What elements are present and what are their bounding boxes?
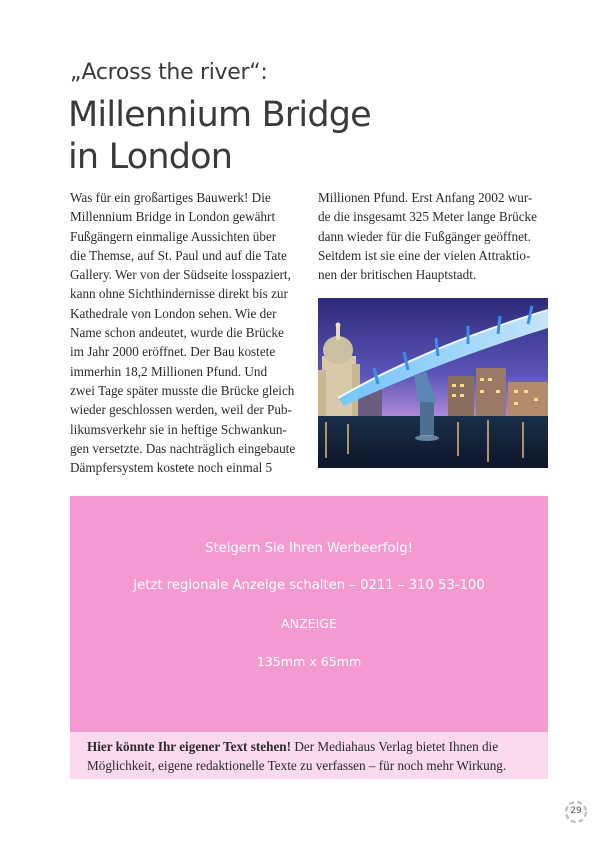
text-line: Millennium Bridge in London gewährt xyxy=(70,209,276,225)
text-line: Seitdem ist sie eine der vielen Attraktio- xyxy=(318,247,531,263)
article-title xyxy=(68,94,448,178)
text-line: gen versetzte. Das nachträglich eingebaute xyxy=(70,440,296,456)
page-number: 29 xyxy=(570,806,582,816)
text-line: likumsverkehr sie in heftige Schwankun- xyxy=(70,421,287,437)
page-number-badge xyxy=(564,800,588,824)
text-line: Name schon andeutet, wurde die Brücke xyxy=(70,325,284,341)
text-line: Kathedrale von London sehen. Wie der xyxy=(70,305,277,321)
ad-headline: Steigern Sie Ihren Werbeerfolg! xyxy=(205,541,413,556)
article-body-left-column xyxy=(70,188,298,477)
article-body-right-column xyxy=(318,188,548,284)
article-subtitle: „Across the river“: xyxy=(70,60,268,85)
text-line: die Themse, auf St. Paul und auf die Tate xyxy=(70,247,287,263)
text-line: nen der britischen Hauptstadt. xyxy=(318,267,477,283)
text-line: kann ohne Sichthindernisse direkt bis zur xyxy=(70,286,288,302)
text-line: wieder geschlossen werden, weil der Pub- xyxy=(70,402,292,418)
text-line: dann wieder für die Fußgänger geöffnet. xyxy=(318,228,531,244)
ad-size: 135mm x 65mm xyxy=(256,654,362,669)
text-line: immerhin 18,2 Millionen Pfund. Und xyxy=(70,363,268,379)
promo-body-text: Der Mediahaus Verlag bietet Ihnen die Möglichkeit, eigene redaktionelle Texte zu verfassen – für noch mehr Wirkung. xyxy=(87,739,507,773)
text-line: im Jahr 2000 eröffnet. Der Bau kostete xyxy=(70,344,276,360)
text-line: Dämpfersystem kostete noch einmal 5 xyxy=(70,460,273,476)
title-line-1: Millennium Bridge xyxy=(68,95,371,135)
text-line: Fußgängern einmalige Aussichten über xyxy=(70,228,277,244)
text-line: Was für ein großartiges Bauwerk! Die xyxy=(70,190,271,205)
text-line: Gallery. Wer von der Südseite losspaziert, xyxy=(70,267,291,283)
text-line: zwei Tage später musste die Brücke gleich xyxy=(70,382,295,398)
millennium-bridge-photo xyxy=(318,298,548,468)
text-line: de die insgesamt 325 Meter lange Brücke xyxy=(318,209,537,225)
promo-bold-text: Hier könnte Ihr eigener Text stehen! xyxy=(87,739,292,754)
ad-contact-line: Jetzt regionale Anzeige schalten – 0211 – 310 53-100 xyxy=(133,578,485,593)
advertisement-placeholder xyxy=(70,496,548,732)
text-line: Millionen Pfund. Erst Anfang 2002 wur- xyxy=(318,190,533,205)
title-line-2: in London xyxy=(68,137,233,177)
promo-text-box xyxy=(70,732,548,779)
ad-label: ANZEIGE xyxy=(280,616,338,631)
